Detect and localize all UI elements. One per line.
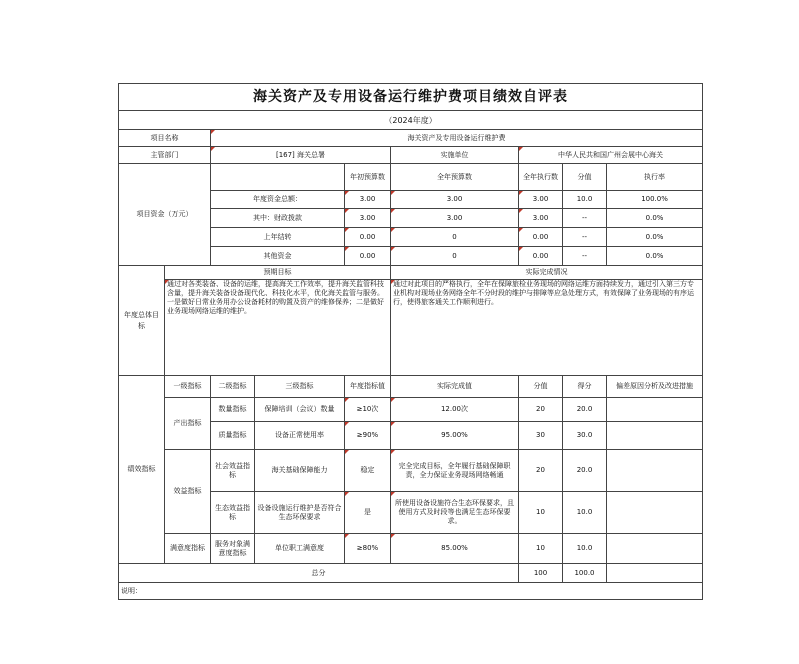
ind-level3: 海关基础保障能力 [255, 450, 345, 492]
total-score: 100.0 [563, 564, 607, 583]
total-reason [607, 564, 703, 583]
funds-row-initial: 0.00 [345, 247, 391, 266]
funds-row-rate: 100.0% [607, 191, 703, 209]
funds-header-blank [211, 164, 345, 191]
impl-value: 中华人民共和国广州会展中心海关 [519, 147, 703, 164]
ind-level2: 生态效益指标 [211, 492, 255, 534]
funds-row-full: 3.00 [391, 191, 519, 209]
ind-actual: 12.00次 [391, 398, 519, 422]
annual-goal-label: 年度总体目标 [119, 266, 165, 376]
funds-row-label: 其中：财政拨款 [211, 209, 345, 228]
actual-result-header: 实际完成情况 [391, 266, 703, 280]
ind-score: 30.0 [563, 422, 607, 450]
ind-actual: 95.00% [391, 422, 519, 450]
ind-level3: 设备正常使用率 [255, 422, 345, 450]
ind-score: 20.0 [563, 450, 607, 492]
indicators-label: 绩效指标 [119, 376, 165, 564]
indicator-row [119, 534, 703, 564]
performance-evaluation-sheet [118, 83, 702, 600]
ind-reason [607, 492, 703, 534]
funds-header-score-value: 分值 [563, 164, 607, 191]
funds-row-label: 年度资金总额： [211, 191, 345, 209]
ind-level2: 数量指标 [211, 398, 255, 422]
funds-row-initial: 0.00 [345, 228, 391, 247]
funds-header-rate: 执行率 [607, 164, 703, 191]
impl-label: 实施单位 [391, 147, 519, 164]
ind-target: 稳定 [345, 450, 391, 492]
ind-level1: 效益指标 [165, 450, 211, 534]
funds-row-exec: 0.00 [519, 228, 563, 247]
ind-header-level3: 三级指标 [255, 376, 345, 398]
ind-level3: 单位职工满意度 [255, 534, 345, 564]
funds-row-initial: 3.00 [345, 209, 391, 228]
funds-row-full: 0 [391, 228, 519, 247]
funds-row-label: 上年结转 [211, 228, 345, 247]
ind-level2: 服务对象满意度指标 [211, 534, 255, 564]
funds-row-full: 3.00 [391, 209, 519, 228]
sheet-year: （2024年度） [119, 111, 703, 130]
funds-row-exec: 3.00 [519, 209, 563, 228]
ind-level3: 设备设施运行维护是否符合生态环保要求 [255, 492, 345, 534]
ind-header-target: 年度指标值 [345, 376, 391, 398]
ind-score-value: 30 [519, 422, 563, 450]
funds-row-score-value: 10.0 [563, 191, 607, 209]
ind-header-reason: 偏差原因分析及改进措施 [607, 376, 703, 398]
funds-row-full: 0 [391, 247, 519, 266]
ind-level1: 产出指标 [165, 398, 211, 450]
ind-actual: 所使用设备设施符合生态环保要求，且使用方式及时段等也满足生态环保要求。 [391, 492, 519, 534]
dept-label: 主管部门 [119, 147, 211, 164]
total-label: 总分 [119, 564, 519, 583]
ind-reason [607, 534, 703, 564]
funds-row-rate: 0.0% [607, 228, 703, 247]
ind-target: ≥80% [345, 534, 391, 564]
funds-label: 项目资金（万元） [119, 164, 211, 266]
ind-header-score-value: 分值 [519, 376, 563, 398]
funds-header-initial: 年初预算数 [345, 164, 391, 191]
actual-result-text: 通过对此项目的严格执行，全年在保障旅检业务现场的网络运维方面持续发力，通过引入第三方专业机构对现场业务网络全年不分时段的维护与排障等应急处理方式，有效保障了业务现场的有序运行，使得旅客通关工作顺利进行。 [391, 280, 703, 376]
ind-header-actual: 实际完成值 [391, 376, 519, 398]
ind-score-value: 10 [519, 492, 563, 534]
funds-row-score-value: -- [563, 247, 607, 266]
funds-row-score-value: -- [563, 228, 607, 247]
dept-value: [167] 海关总署 [211, 147, 391, 164]
ind-score: 10.0 [563, 534, 607, 564]
project-name-label: 项目名称 [119, 130, 211, 147]
evaluation-table [118, 83, 703, 600]
funds-row-initial: 3.00 [345, 191, 391, 209]
funds-row-label: 其他资金 [211, 247, 345, 266]
ind-target: ≥10次 [345, 398, 391, 422]
ind-score-value: 20 [519, 450, 563, 492]
ind-header-level1: 一级指标 [165, 376, 211, 398]
ind-score-value: 10 [519, 534, 563, 564]
ind-level3: 保障培训（会议）数量 [255, 398, 345, 422]
funds-header-full: 全年预算数 [391, 164, 519, 191]
funds-row-exec: 3.00 [519, 191, 563, 209]
expected-goal-text: 通过对各类装备、设备的运维，提高海关工作效率，提升海关监管科技含量，提升海关装备设备现代化、科技化水平，优化海关监管与服务。一是做好日常业务用办公设备耗材的购置及资产的维修保养；二是做好业务现场网络运维的维护。 [165, 280, 391, 376]
ind-actual: 完全完成目标，全年履行基础保障职责，全力保证业务现场网络畅通 [391, 450, 519, 492]
funds-row-score-value: -- [563, 209, 607, 228]
ind-header-level2: 二级指标 [211, 376, 255, 398]
funds-row-rate: 0.0% [607, 247, 703, 266]
funds-row-rate: 0.0% [607, 209, 703, 228]
ind-header-score: 得分 [563, 376, 607, 398]
ind-level1: 满意度指标 [165, 534, 211, 564]
ind-reason [607, 450, 703, 492]
funds-header-exec: 全年执行数 [519, 164, 563, 191]
ind-score: 20.0 [563, 398, 607, 422]
ind-target: ≥90% [345, 422, 391, 450]
project-name-value: 海关资产及专用设备运行维护费 [211, 130, 703, 147]
indicator-row [119, 398, 703, 422]
note-label: 说明： [119, 583, 703, 600]
funds-row-exec: 0.00 [519, 247, 563, 266]
ind-target: 是 [345, 492, 391, 534]
ind-level2: 质量指标 [211, 422, 255, 450]
ind-score-value: 20 [519, 398, 563, 422]
ind-score: 10.0 [563, 492, 607, 534]
indicator-row [119, 450, 703, 492]
sheet-title: 海关资产及专用设备运行维护费项目绩效自评表 [119, 84, 703, 111]
ind-level2: 社会效益指标 [211, 450, 255, 492]
ind-actual: 85.00% [391, 534, 519, 564]
total-score-value: 100 [519, 564, 563, 583]
expected-goal-header: 预期目标 [165, 266, 391, 280]
ind-reason [607, 398, 703, 422]
ind-reason [607, 422, 703, 450]
